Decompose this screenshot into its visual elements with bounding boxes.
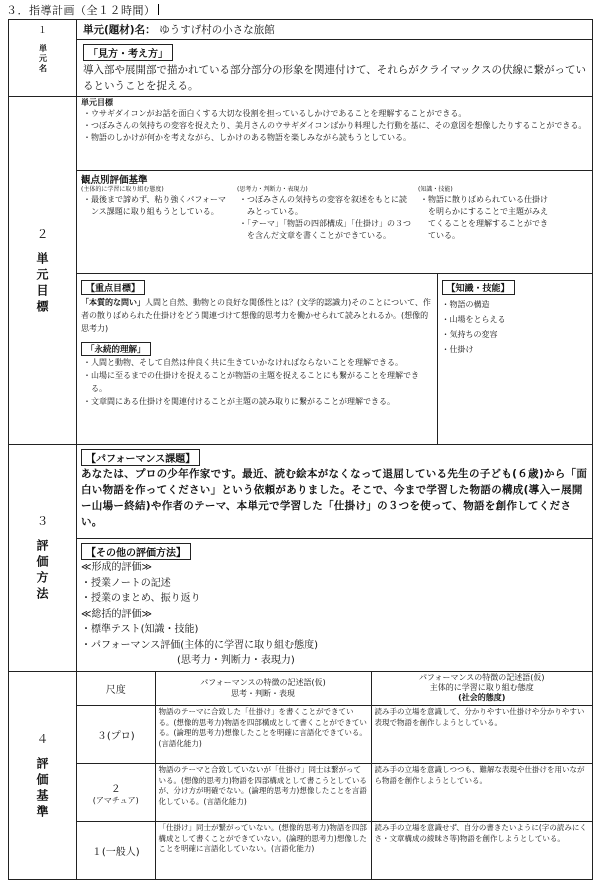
rubric-thinking: 「仕掛け」同士が繋がっていない。(想像的思考力)物語を四部構成として書くことができていない。(論理的思考力)想像したことを明確に言語化していない。(言語化能力) [155, 822, 371, 879]
focus-goals-table [77, 274, 592, 444]
section-2-label: ２ 単元目標 [9, 97, 77, 445]
method-item: ・標準テスト(知識・技能) [81, 624, 199, 635]
rubric-row [77, 764, 592, 822]
lesson-plan-table [8, 19, 593, 880]
task-text: あなたは、プロの少年作家です。最近、読む絵本がなくなって退屈している先生の子ども(６歳)から「面白い物語を作ってください」という依頼がありました。そこで、今まで学習した物語の構成(導入ー展開ー山場ー終結)や作者のテーマ、本単元で学習した「仕掛け」の３つを使って、物語を創作してください。 [81, 468, 588, 528]
col-attitude: パフォーマンスの特徴の記述語(仮) 主体的に学習に取り組む態度 (社会的態度) [371, 672, 592, 706]
lasting-item: ・文章間にある仕掛けを関連付けることが主題の読み取りに繋がることが理解できる。 [83, 397, 395, 406]
section-3-label: ３ 評価方法 [9, 445, 77, 672]
rubric-row [77, 822, 592, 879]
rubric-row [77, 706, 592, 764]
method-item: ≪総括的評価≫ [81, 608, 152, 620]
unit-name-cell [77, 20, 593, 97]
rubric-table [77, 672, 592, 879]
criteria-attitude: (主体的に学習に取り組む態度) ・最後まで諦めず、粘り強くパフォーマンス課題に取り組もうとしている。 [81, 186, 226, 216]
goals-cell [77, 97, 593, 445]
knowledge-item: ・物語の構造 [441, 300, 490, 309]
method-item: ・授業のまとめ、振り返り [81, 593, 201, 604]
unit-goals-title: 単元目標 [81, 98, 113, 107]
knowledge-skills [437, 274, 592, 444]
section-evaluation [9, 445, 593, 672]
rubric-cell [77, 671, 593, 879]
knowledge-item: ・仕掛け [441, 345, 474, 354]
criteria-columns [81, 186, 588, 242]
lasting-item: ・人間と動物、そして自然は仲良く共に生きていかなければならないことを理解できる。 [83, 358, 403, 367]
task-title: 【パフォーマンス課題】 [81, 449, 200, 466]
rubric-attitude: 読み手の立場を意識して、分かりやすい仕掛けや分かりやすい表現で物語を創作しようとしている。 [371, 706, 592, 764]
scale-amateur: ２ (アマチュア) [77, 764, 155, 822]
knowledge-item: ・気持ちの変容 [441, 330, 498, 339]
knowledge-title: 【知識・技能】 [442, 280, 515, 295]
focus-goals [77, 274, 437, 444]
performance-task [77, 445, 592, 539]
col-scale: 尺度 [77, 672, 155, 706]
scale-pro: ３(プロ) [77, 706, 155, 764]
unit-title: 単元(題材)名： ゆうすげ村の小さな旅館 [77, 20, 592, 40]
evaluation-cell [77, 445, 593, 672]
other-title: 【その他の評価方法】 [81, 543, 191, 560]
goal-item: ・ウサギダイコンがお話を面白くする大切な役割を担っているしかけであることを理解することができる。 [83, 109, 467, 118]
goal-item: ・つぼみさんの気持ちの変容を捉えたり、美月さんのウサギダイコンばかり料理した行動を基に、その意図を想像したりすることができる。 [83, 121, 587, 130]
criteria-knowledge: (知識・技能) ・物語に散りばめられている仕掛けを明らかにすることで主題がみえてくることを理解することができている。 [418, 186, 548, 240]
rubric-attitude: 読み手の立場を意識せず、自分の書きたいように(字の読みにくさ・文章構成の綾昧さ等)物語を創作しようとしている。 [371, 822, 592, 879]
scale-general: １(一般人) [77, 822, 155, 879]
other-methods [77, 539, 592, 671]
method-item: ・パフォーマンス評価(主体的に学習に取り組む態度) [81, 639, 319, 651]
section-rubric [9, 671, 593, 879]
criteria-title: 観点別評価基準 [81, 175, 148, 186]
section-goals [9, 97, 593, 445]
perspective-block [77, 40, 592, 96]
method-item: ≪形成的評価≫ [81, 562, 152, 573]
rubric-thinking: 物語のテーマと合致していないが「仕掛け」同士は繋がっている。(想像的思考力)物語を四部構成として書こうとしているが、分け方が明確でない。(論理的思考力)想像したことを言語化している。(言語化能力) [155, 764, 371, 822]
perspective-text: 導入部や展開部で描かれている部分部分の形象を関連付けて、それらがクライマックスの伏線に繋がっているということを捉える。 [83, 64, 586, 92]
rubric-thinking: 物語のテーマに合致した「仕掛け」を書くことができている。(想像的思考力)物語を四部構成として書くことができている。(論理的思考力)想像したことを明確に言語化できている。(言語化能力) [155, 706, 371, 764]
rubric-header [77, 672, 592, 706]
criteria-thinking: (思考力・判断力・表現力) ・つぼみさんの気持ちの変容を叙述をもとに読みとっている。 ・「テーマ」「物語の四部構成」「仕掛け」の３つを含んだ文章を書くことができている。 [237, 186, 411, 240]
essential-question: 「本質的な問い」人間と自然、動物との良好な関係性とは？(文学的認識力)そのことについて、作者の散りばめられた仕掛けをどう関連づけて想像的思考力を働かせられて読みとれるか。(想像的思考力) [81, 298, 431, 333]
page-heading: ３．指導計画（全１２時間） [6, 2, 159, 18]
goal-item: ・物語のしかけが何かを考えながら、しかけのある物語を楽しみながら読もうとしている。 [83, 133, 411, 142]
col-thinking: パフォーマンスの特徴の記述語(仮) 思考・判断・表現 [155, 672, 371, 706]
lasting-title: 「永続的理解」 [81, 342, 151, 356]
knowledge-item: ・山場をとらえる [441, 315, 506, 324]
perspective-title: 「見方・考え方」 [83, 44, 173, 61]
focus-title: 【重点目標】 [81, 280, 145, 295]
criteria-block [77, 171, 592, 274]
rubric-attitude: 読み手の立場を意識しつつも、難解な表現や仕掛けを用いながら物語を創作しようとしている。 [371, 764, 592, 822]
section-4-label: ４ 評価基準 [9, 671, 77, 879]
method-item: ・授業ノートの記述 [81, 577, 171, 589]
section-1-label: １ 単元名 [9, 20, 77, 97]
unit-goals [77, 97, 592, 171]
lasting-item: ・山場に至るまでの仕掛けを捉えることが物語の主題を捉えることにも繋がることを理解できる。 [83, 371, 419, 393]
text-cursor [158, 4, 159, 15]
method-item: (思考力・判断力・表現力) [177, 655, 295, 666]
section-unit-name [9, 20, 593, 97]
